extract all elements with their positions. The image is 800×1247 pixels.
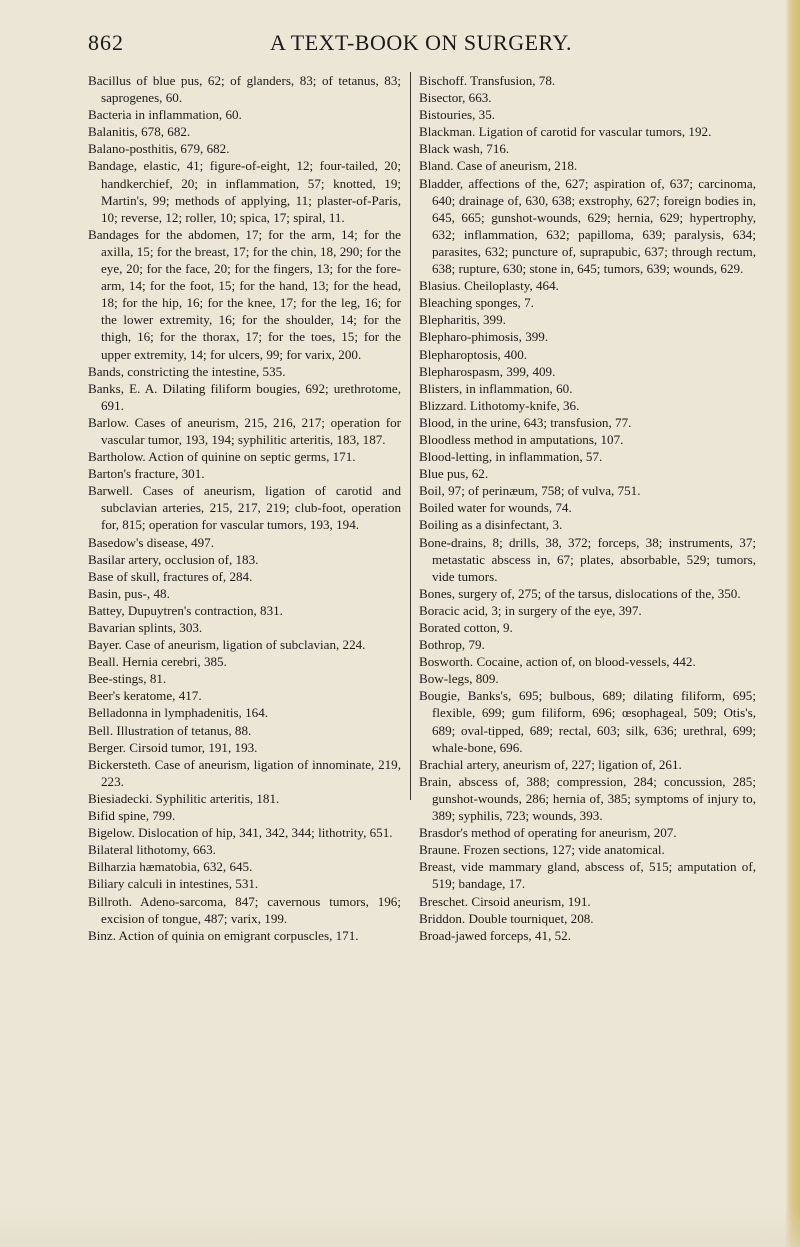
index-entry: Breast, vide mammary gland, abscess of, 515; amputation of, 519; bandage, 17.: [419, 859, 756, 892]
index-entry: Bell. Illustration of tetanus, 88.: [88, 722, 252, 738]
index-entry: Bandages for the abdomen, 17; for the arm, 14; for the axilla, 15; for the breast, 17; for the chin, 18, 290; for the eye, 20; for the face, 20; for the fingers, 13; for the fore-arm, 14; for the foot, 15; for the hand, 13; for the head, 18; for the hip, 16; for the knee, 17; for the leg, 16; for the lower extremity, 16; for the shoulder, 14; for the thigh, 16; for the thorax, 17; for the toes, 15; for the upper extremity, 14; for ulcers, 99; for varix, 200.: [88, 226, 401, 362]
index-entry: Blackman. Ligation of carotid for vascular tumors, 192.: [419, 124, 712, 140]
index-entry: Bacillus of blue pus, 62; of glanders, 83; of tetanus, 83; saprogenes, 60.: [88, 73, 401, 106]
index-entry: Base of skull, fractures of, 284.: [88, 568, 253, 584]
index-entry: Blepharitis, 399.: [419, 312, 506, 328]
index-entry: Bougie, Banks's, 695; bulbous, 689; dilating filiform, 695; flexible, 699; gum filiform, 696; œsophageal, 509; Otis's, 689; oval-tipped, 689; rectal, 603; silk, 636; urethral, 699; whale-bone, 696.: [419, 688, 756, 755]
column-divider: [410, 72, 411, 800]
index-entry: Banks, E. A. Dilating filiform bougies, 692; urethrotome, 691.: [88, 380, 401, 413]
index-entry: Broad-jawed forceps, 41, 52.: [419, 927, 571, 943]
index-entry: Bone-drains, 8; drills, 38, 372; forceps, 38; instruments, 37; metastatic abscess in, 67; plates, absorbable, 529; tumors, vide tumors.: [419, 534, 756, 584]
page-number: 862: [88, 30, 124, 55]
index-entry: Biliary calculi in intestines, 531.: [88, 876, 259, 892]
index-entry: Blood, in the urine, 643; transfusion, 77.: [419, 414, 632, 430]
running-title: A TEXT-BOOK ON SURGERY.: [270, 30, 573, 55]
index-entry: Blizzard. Lithotomy-knife, 36.: [419, 397, 580, 413]
index-entry: Bisector, 663.: [419, 90, 492, 106]
index-entry: Bacteria in inflammation, 60.: [88, 107, 242, 123]
index-entry: Bigelow. Dislocation of hip, 341, 342, 344; lithotrity, 651.: [88, 825, 393, 841]
index-entry: Brain, abscess of, 388; compression, 284; concussion, 285; gunshot-wounds, 286; hernia of, 385; symptoms of injury to, 389; syphilis, 723; wounds, 393.: [419, 773, 756, 824]
index-entry: Bloodless method in amputations, 107.: [419, 431, 624, 447]
index-entry: Basin, pus-, 48.: [88, 585, 170, 601]
index-entry: Bartholow. Action of quinine on septic germs, 171.: [88, 449, 356, 465]
index-entry: Bones, surgery of, 275; of the tarsus, dislocations of the, 350.: [419, 585, 741, 601]
index-entry: Blepharo-phimosis, 399.: [419, 329, 549, 345]
index-entry: Bistouries, 35.: [419, 107, 496, 123]
index-entry: Breschet. Cirsoid aneurism, 191.: [419, 893, 591, 909]
index-entry: Blue pus, 62.: [419, 466, 489, 482]
index-entry: Briddon. Double tourniquet, 208.: [419, 910, 594, 926]
index-entry: Basilar artery, occlusion of, 183.: [88, 551, 259, 567]
index-entry: Black wash, 716.: [419, 141, 510, 157]
index-entry: Bosworth. Cocaine, action of, on blood-vessels, 442.: [419, 654, 696, 670]
index-entry: Blasius. Cheiloplasty, 464.: [419, 278, 559, 294]
index-entry: Blepharospasm, 399, 409.: [419, 363, 556, 379]
index-entry: Berger. Cirsoid tumor, 191, 193.: [88, 739, 258, 755]
index-entry: Bladder, affections of the, 627; aspiration of, 637; carcinoma, 640; drainage of, 630, 638; exstrophy, 627; foreign bodies in, 645, 665; gunshot-wounds, 629; hernia, 629; hypertrophy, 632; inflammation, 632; papilloma, 639; paralysis, 634; parasites, 632; puncture of, suprapubic, 637; through rectum, 638; rupture, 630; stone in, 645; tumors, 639; wounds, 629.: [419, 175, 756, 277]
index-entry: Barton's fracture, 301.: [88, 466, 205, 482]
page-edge: [786, 0, 800, 1247]
index-entry: Brasdor's method of operating for aneurism, 207.: [419, 825, 677, 841]
index-entry: Barlow. Cases of aneurism, 215, 216, 217; operation for vascular tumor, 193, 194; syphilitic arteritis, 183, 187.: [88, 414, 401, 447]
index-entry: Balano-posthitis, 679, 682.: [88, 141, 230, 157]
index-entry: Battey, Dupuytren's contraction, 831.: [88, 602, 283, 618]
index-entry: Biesiadecki. Syphilitic arteritis, 181.: [88, 790, 280, 806]
index-entry: Bickersteth. Case of aneurism, ligation of innominate, 219, 223.: [88, 756, 401, 789]
index-entry: Belladonna in lymphadenitis, 164.: [88, 705, 269, 721]
page-bottom-shade: [0, 1207, 800, 1247]
index-entry: Beall. Hernia cerebri, 385.: [88, 654, 227, 670]
index-entry: Bland. Case of aneurism, 218.: [419, 158, 578, 174]
index-entry: Blepharoptosis, 400.: [419, 346, 528, 362]
index-entry: Bleaching sponges, 7.: [419, 295, 534, 311]
index-entry: Bow-legs, 809.: [419, 671, 499, 687]
index-column-right: [419, 72, 756, 944]
index-entry: Bandage, elastic, 41; figure-of-eight, 12; four-tailed, 20; handkerchief, 20; in inflammation, 57; knotted, 19; Martin's, 99; methods of applying, 11; plaster-of-Paris, 10; reverse, 12; roller, 10; spica, 17; spiral, 11.: [88, 158, 401, 225]
index-entry: Braune. Frozen sections, 127; vide anatomical.: [419, 842, 665, 858]
index-entry: Beer's keratome, 417.: [88, 688, 202, 704]
index-entry: Borated cotton, 9.: [419, 620, 513, 635]
index-entry: Boracic acid, 3; in surgery of the eye, 397.: [419, 602, 642, 618]
index-entry: Bilateral lithotomy, 663.: [88, 842, 216, 858]
index-entry: Bischoff. Transfusion, 78.: [419, 73, 556, 88]
index-entry: Brachial artery, aneurism of, 227; ligation of, 261.: [419, 756, 682, 772]
page-header: [60, 22, 760, 56]
index-entry: Bands, constricting the intestine, 535.: [88, 363, 286, 379]
index-entry: Blood-letting, in inflammation, 57.: [419, 449, 603, 465]
index-entry: Boiling as a disinfectant, 3.: [419, 517, 563, 533]
index-entry: Boiled water for wounds, 74.: [419, 500, 572, 516]
index-entry: Basedow's disease, 497.: [88, 534, 215, 550]
index-entry: Bee-stings, 81.: [88, 671, 167, 687]
index-column-left: [88, 72, 401, 944]
index-entry: Bilharzia hæmatobia, 632, 645.: [88, 859, 253, 875]
index-entry: Binz. Action of quinia on emigrant corpuscles, 171.: [88, 927, 359, 943]
index-entry: Bayer. Case of aneurism, ligation of subclavian, 224.: [88, 637, 366, 653]
index-entry: Balanitis, 678, 682.: [88, 124, 191, 140]
index-entry: Boil, 97; of perinæum, 758; of vulva, 751.: [419, 483, 641, 499]
index-entry: Bothrop, 79.: [419, 637, 485, 653]
index-entry: Bifid spine, 799.: [88, 808, 176, 824]
index-entry: Billroth. Adeno-sarcoma, 847; cavernous tumors, 196; excision of tongue, 487; varix, 199.: [88, 893, 401, 926]
index-entry: Blisters, in inflammation, 60.: [419, 380, 573, 396]
index-entry: Barwell. Cases of aneurism, ligation of carotid and subclavian arteries, 215, 217, 219; club-foot, operation for, 815; operation for vascular tumors, 193, 194.: [88, 483, 401, 533]
index-entry: Bavarian splints, 303.: [88, 620, 203, 635]
